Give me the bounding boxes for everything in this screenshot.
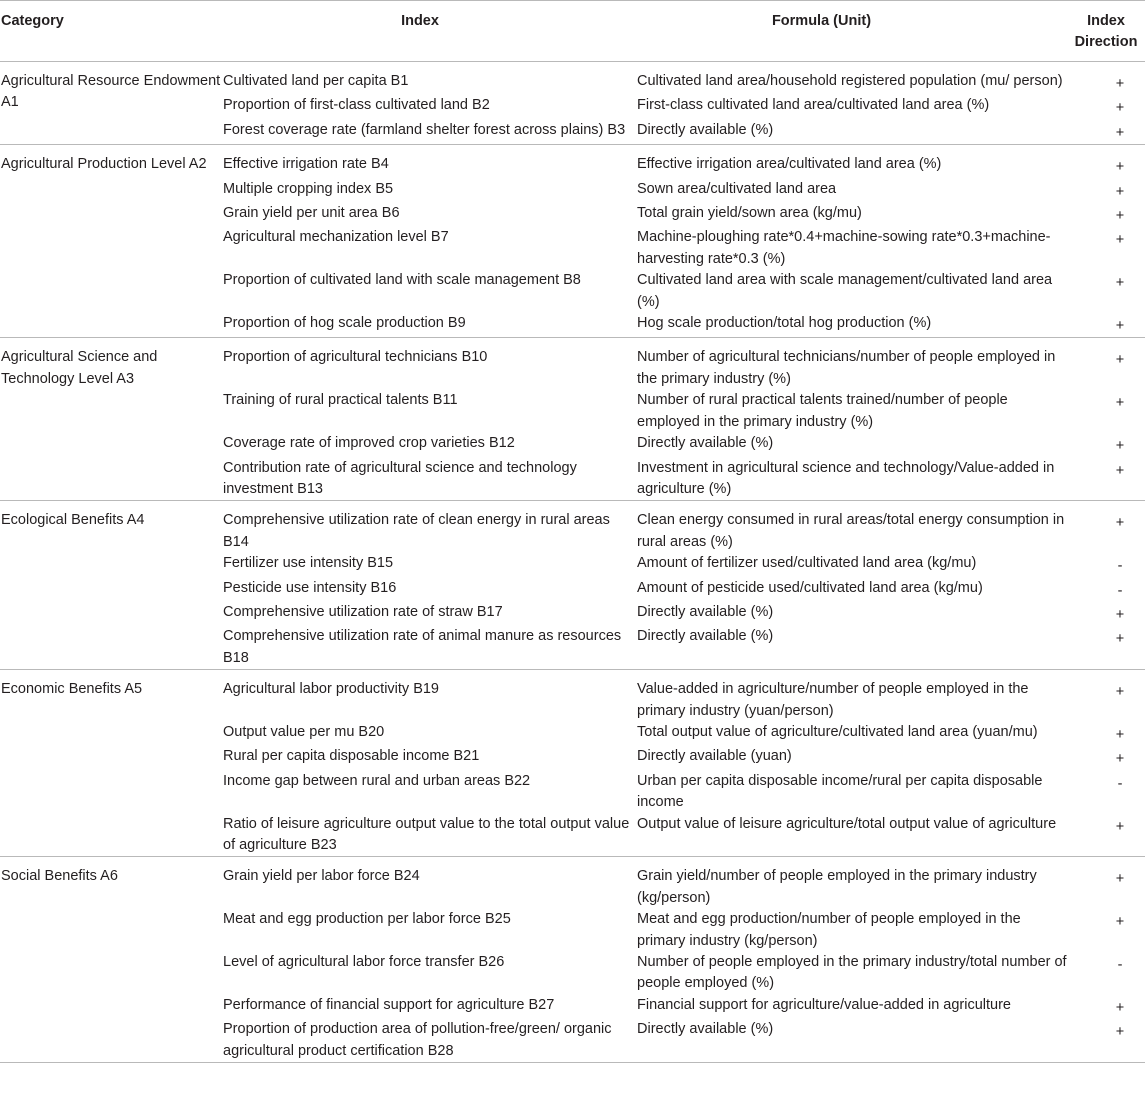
index-cell: Forest coverage rate (farmland shelter forest across plains) B3 (223, 121, 626, 138)
direction-cell: + (1115, 515, 1125, 532)
category-cell: Economic Benefits A5 (1, 681, 143, 698)
direction-cell: + (1115, 751, 1125, 768)
formula-cell: Total output value of agriculture/cultivated land area (yuan/mu) (637, 723, 1038, 740)
formula-cell: Meat and egg production/number of people employed in the primary industry (kg/person) (637, 911, 1021, 949)
direction-cell: + (1115, 1024, 1125, 1041)
direction-cell: - (1117, 582, 1123, 599)
table-body (0, 62, 1145, 1063)
index-cell: Income gap between rural and urban areas B22 (223, 772, 531, 789)
index-cell: Performance of financial support for agriculture B27 (223, 996, 555, 1013)
formula-cell: Clean energy consumed in rural areas/total energy consumption in rural areas (%) (637, 512, 1065, 550)
direction-cell: + (1115, 999, 1125, 1016)
index-cell: Proportion of production area of pollution-free/green/ organic agricultural product certification B28 (223, 1021, 612, 1059)
direction-cell: + (1115, 208, 1125, 225)
index-cell: Level of agricultural labor force transfer B26 (223, 954, 505, 971)
index-cell: Coverage rate of improved crop varieties B12 (223, 435, 515, 452)
direction-cell: + (1115, 232, 1125, 249)
table-row (0, 62, 1145, 96)
header-direction-line2: Direction (1074, 34, 1138, 50)
index-cell: Agricultural labor productivity B19 (223, 681, 439, 698)
index-cell: Meat and egg production per labor force B25 (223, 911, 511, 928)
index-cell: Comprehensive utilization rate of straw B17 (223, 603, 503, 620)
category-cell: Ecological Benefits A4 (1, 512, 145, 529)
formula-cell: First-class cultivated land area/cultivated land area (%) (637, 97, 990, 114)
index-cell: Training of rural practical talents B11 (223, 392, 458, 409)
formula-cell: Investment in agricultural science and technology/Value-added in agriculture (%) (637, 459, 1055, 497)
formula-cell: Number of agricultural technicians/number of people employed in the primary industry (%) (637, 349, 1056, 387)
index-cell: Contribution rate of agricultural science and technology investment B13 (223, 459, 577, 497)
formula-cell: Hog scale production/total hog production (%) (637, 315, 932, 332)
direction-cell: - (1117, 775, 1123, 792)
index-cell: Cultivated land per capita B1 (223, 73, 409, 89)
formula-cell: Output value of leisure agriculture/total output value of agriculture (637, 815, 1057, 832)
formula-cell: Directly available (%) (637, 603, 774, 620)
direction-cell: + (1115, 914, 1125, 931)
formula-cell: Directly available (yuan) (637, 748, 792, 765)
index-cell: Proportion of hog scale production B9 (223, 315, 466, 332)
direction-cell: + (1115, 76, 1125, 92)
index-cell: Multiple cropping index B5 (223, 180, 394, 197)
index-cell: Fertilizer use intensity B15 (223, 555, 394, 572)
index-cell: Proportion of agricultural technicians B10 (223, 349, 488, 366)
formula-cell: Value-added in agriculture/number of people employed in the primary industry (yuan/person) (637, 681, 1029, 719)
direction-cell: + (1115, 606, 1125, 623)
index-cell: Proportion of cultivated land with scale management B8 (223, 272, 581, 289)
table-row (0, 145, 1145, 179)
direction-cell: + (1115, 124, 1125, 141)
direction-cell: + (1115, 318, 1125, 335)
index-cell: Rural per capita disposable income B21 (223, 748, 480, 765)
index-cell: Grain yield per labor force B24 (223, 868, 420, 885)
index-cell: Effective irrigation rate B4 (223, 156, 389, 173)
table-row (0, 670, 1145, 722)
direction-cell: + (1115, 462, 1125, 479)
index-cell: Ratio of leisure agriculture output value to the total output value of agriculture B23 (223, 815, 630, 853)
formula-cell: Grain yield/number of people employed in the primary industry (kg/person) (637, 868, 1037, 906)
direction-cell: + (1115, 438, 1125, 455)
direction-cell: + (1115, 183, 1125, 200)
header-category: Category (1, 13, 64, 29)
formula-cell: Cultivated land area/household registered population (mu/ person) (637, 73, 1063, 89)
category-cell: Social Benefits A6 (1, 868, 118, 885)
index-cell: Pesticide use intensity B16 (223, 579, 397, 596)
category-cell: Agricultural Science and Technology Level A3 (1, 349, 158, 387)
direction-cell: - (1117, 558, 1123, 575)
table-row (0, 501, 1145, 553)
table-row (0, 338, 1145, 390)
direction-cell: + (1115, 726, 1125, 743)
direction-cell: + (1115, 100, 1125, 117)
formula-cell: Directly available (%) (637, 121, 774, 138)
formula-cell: Urban per capita disposable income/rural per capita disposable income (637, 772, 1043, 811)
direction-cell: - (1117, 957, 1123, 974)
formula-cell: Total grain yield/sown area (kg/mu) (637, 205, 862, 222)
header-row (0, 1, 1145, 62)
formula-cell: Number of rural practical talents trained/number of people employed in the primary industry (%) (637, 392, 1008, 430)
index-cell: Agricultural mechanization level B7 (223, 229, 449, 246)
formula-cell: Directly available (%) (637, 628, 774, 645)
formula-cell: Number of people employed in the primary industry/total number of people employed (%) (637, 954, 1067, 992)
header-formula: Formula (Unit) (771, 13, 872, 29)
direction-cell: + (1115, 818, 1125, 835)
index-cell: Grain yield per unit area B6 (223, 205, 400, 222)
formula-cell: Machine-ploughing rate*0.4+machine-sowing rate*0.3+machine-harvesting rate*0.3 (%) (637, 229, 1051, 267)
index-cell: Comprehensive utilization rate of animal manure as resources B18 (223, 628, 622, 666)
direction-cell: + (1115, 631, 1125, 648)
category-cell: Agricultural Resource Endowment A1 (1, 73, 221, 111)
index-cell: Output value per mu B20 (223, 723, 385, 740)
header-direction (1067, 1, 1145, 62)
formula-cell: Sown area/cultivated land area (637, 180, 837, 197)
formula-cell: Directly available (%) (637, 1021, 774, 1038)
index-cell: Proportion of first-class cultivated land B2 (223, 97, 490, 114)
direction-cell: + (1115, 275, 1125, 292)
header-index: Index (401, 13, 439, 29)
table-row (0, 857, 1145, 909)
direction-cell: + (1115, 684, 1125, 701)
direction-cell: + (1115, 395, 1125, 412)
formula-cell: Amount of fertilizer used/cultivated land area (kg/mu) (637, 555, 977, 572)
header-direction-line1: Index (1087, 13, 1125, 29)
formula-cell: Directly available (%) (637, 435, 774, 452)
direction-cell: + (1115, 352, 1125, 369)
formula-cell: Amount of pesticide used/cultivated land area (kg/mu) (637, 579, 983, 596)
direction-cell: + (1115, 871, 1125, 888)
index-cell: Comprehensive utilization rate of clean energy in rural areas B14 (223, 512, 610, 550)
formula-cell: Financial support for agriculture/value-added in agriculture (637, 996, 1011, 1013)
direction-cell: + (1115, 159, 1125, 176)
formula-cell: Cultivated land area with scale management/cultivated land area (%) (637, 272, 1053, 310)
formula-cell: Effective irrigation area/cultivated land area (%) (637, 156, 942, 173)
category-cell: Agricultural Production Level A2 (1, 156, 207, 173)
